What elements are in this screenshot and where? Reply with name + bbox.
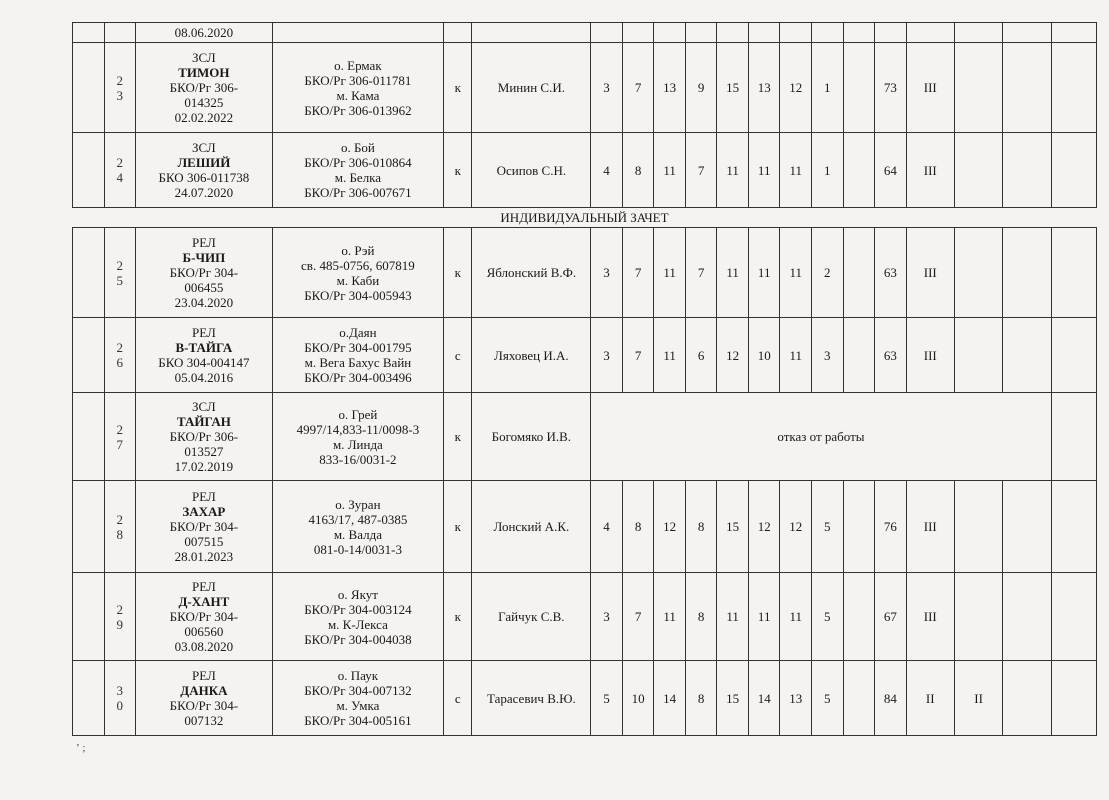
dog-info bbox=[136, 481, 273, 573]
parents-info bbox=[272, 43, 443, 133]
dog-info-line: 28.01.2023 bbox=[174, 549, 234, 564]
section-row bbox=[73, 208, 1097, 228]
parent-line: 4163/17, 487-0385 bbox=[308, 511, 408, 527]
dog-info-line: БКО/Рг 304- bbox=[169, 519, 239, 534]
score-cell: 11 bbox=[748, 573, 780, 661]
table-body-team bbox=[73, 43, 1097, 208]
score-cell: 15 bbox=[717, 661, 749, 736]
row-number-digit: 3 bbox=[116, 87, 124, 103]
score-cell bbox=[1051, 661, 1096, 736]
parent-line: о. Ермак bbox=[334, 57, 382, 73]
type-cell: к bbox=[444, 133, 472, 208]
score-cell: 3 bbox=[591, 43, 623, 133]
dog-info-line: БКО/Рг 304- bbox=[169, 609, 239, 624]
score-cell: 8 bbox=[685, 661, 717, 736]
dog-info-line: 007132 bbox=[184, 713, 224, 728]
score-cell: 63 bbox=[875, 318, 907, 393]
dog-name: ТИМОН bbox=[178, 65, 230, 80]
score-cell: 12 bbox=[748, 481, 780, 573]
table-row bbox=[73, 318, 1097, 393]
spacer-cell bbox=[73, 661, 105, 736]
dog-name: Б-ЧИП bbox=[182, 250, 226, 265]
score-cell: 1 bbox=[811, 133, 843, 208]
dog-info bbox=[136, 393, 273, 481]
parent-line: о. Грей bbox=[338, 406, 378, 422]
score-cell: 11 bbox=[717, 228, 749, 318]
dog-name: ЛЕШИЙ bbox=[177, 155, 231, 170]
parent-line: БКО/Рг 304-005943 bbox=[304, 287, 412, 303]
score-cell bbox=[1003, 133, 1051, 208]
dog-info bbox=[136, 661, 273, 736]
score-cell: 64 bbox=[875, 133, 907, 208]
dog-name: ТАЙГАН bbox=[176, 414, 231, 429]
row-number-digit: 2 bbox=[116, 155, 124, 170]
table-row bbox=[73, 393, 1097, 481]
score-cell: 11 bbox=[654, 228, 686, 318]
score-cell bbox=[1003, 661, 1051, 736]
score-cell: III bbox=[906, 573, 954, 661]
section-title: ИНДИВИДУАЛЬНЫЙ ЗАЧЕТ bbox=[73, 208, 1097, 228]
parents-info bbox=[272, 393, 443, 481]
score-cell bbox=[954, 481, 1002, 573]
type-cell: к bbox=[444, 573, 472, 661]
score-cell bbox=[954, 133, 1002, 208]
table-row bbox=[73, 228, 1097, 318]
parent-line: м. Кама bbox=[336, 87, 380, 103]
parent-line: м. Линда bbox=[332, 436, 383, 452]
score-cell: 3 bbox=[591, 318, 623, 393]
owner-name: Ляховец И.А. bbox=[472, 318, 591, 393]
score-cell bbox=[954, 43, 1002, 133]
dog-info-line: БКО/Рг 304- bbox=[169, 265, 239, 280]
score-cell: 7 bbox=[622, 573, 654, 661]
parent-line: БКО/Рг 304-005161 bbox=[304, 713, 412, 728]
parent-line: БКО/Рг 304-004038 bbox=[304, 631, 412, 647]
footer-mark: ʼ ; bbox=[76, 742, 86, 754]
parents-info bbox=[272, 133, 443, 208]
type-cell: с bbox=[444, 661, 472, 736]
score-cell: 5 bbox=[591, 661, 623, 736]
owner-name: Тарасевич В.Ю. bbox=[472, 661, 591, 736]
score-cell bbox=[954, 318, 1002, 393]
score-cell: III bbox=[906, 481, 954, 573]
score-cell: 12 bbox=[780, 481, 812, 573]
score-cell bbox=[843, 318, 875, 393]
score-cell: 84 bbox=[875, 661, 907, 736]
score-cell bbox=[1051, 133, 1096, 208]
results-table bbox=[72, 22, 1097, 736]
score-cell bbox=[843, 573, 875, 661]
score-cell: 9 bbox=[685, 43, 717, 133]
dog-info-line: 006560 bbox=[184, 624, 224, 639]
score-cell: 12 bbox=[717, 318, 749, 393]
score-cell: III bbox=[906, 43, 954, 133]
score-cell bbox=[1051, 43, 1096, 133]
parent-line: 4997/14,833-11/0098-3 bbox=[296, 421, 420, 437]
table-body-individual bbox=[73, 228, 1097, 736]
dog-name: ДАНКА bbox=[180, 683, 228, 698]
table-row bbox=[73, 481, 1097, 573]
dog-info-line: 17.02.2019 bbox=[174, 459, 234, 474]
parent-line: БКО/Рг 306-007671 bbox=[304, 185, 412, 200]
dog-info-line: БКО 304-004147 bbox=[158, 355, 250, 370]
row-number-digit: 0 bbox=[116, 698, 124, 713]
dog-info bbox=[136, 318, 273, 393]
score-cell: 11 bbox=[654, 573, 686, 661]
row-number-digit: 2 bbox=[116, 511, 124, 527]
score-cell: 63 bbox=[875, 228, 907, 318]
parent-line: БКО/Рг 304-003124 bbox=[304, 601, 412, 617]
score-cell bbox=[1003, 43, 1051, 133]
dog-info-line: РЕЛ bbox=[191, 668, 216, 683]
spacer-cell bbox=[73, 43, 105, 133]
score-cell: 15 bbox=[717, 481, 749, 573]
score-cell bbox=[954, 573, 1002, 661]
score-cell: 7 bbox=[685, 133, 717, 208]
score-cell bbox=[843, 228, 875, 318]
score-cell: 6 bbox=[685, 318, 717, 393]
dog-info-line: РЕЛ bbox=[191, 489, 216, 504]
table-body bbox=[73, 23, 1097, 43]
parent-line: БКО/Рг 306-011781 bbox=[304, 72, 412, 88]
parents-info bbox=[272, 481, 443, 573]
spacer-cell bbox=[73, 481, 105, 573]
table-row bbox=[73, 661, 1097, 736]
dog-info-line: ЗСЛ bbox=[192, 399, 216, 414]
dog-info-line: БКО/Рг 306- bbox=[169, 80, 239, 95]
score-cell: 11 bbox=[780, 133, 812, 208]
dog-info-line: 05.04.2016 bbox=[174, 370, 234, 385]
score-cell bbox=[1003, 573, 1051, 661]
score-cell: 10 bbox=[622, 661, 654, 736]
score-cell: 5 bbox=[811, 661, 843, 736]
score-cell bbox=[1051, 481, 1096, 573]
score-cell: 11 bbox=[748, 228, 780, 318]
dog-info-line: 007515 bbox=[184, 534, 224, 549]
score-cell: 11 bbox=[717, 573, 749, 661]
parents-info bbox=[272, 661, 443, 736]
parent-line: о. Бой bbox=[340, 140, 375, 155]
parent-line: м. К-Лекса bbox=[327, 616, 388, 632]
dog-info-line: РЕЛ bbox=[191, 325, 216, 340]
row-number bbox=[104, 481, 136, 573]
score-cell: 5 bbox=[811, 573, 843, 661]
parent-line: БКО/Рг 306-013962 bbox=[304, 102, 412, 118]
score-cell: 11 bbox=[748, 133, 780, 208]
parents-info bbox=[272, 573, 443, 661]
dog-info-line: 03.08.2020 bbox=[174, 639, 234, 654]
dog-info-line: ЗСЛ bbox=[192, 140, 216, 155]
type-cell: с bbox=[444, 318, 472, 393]
table-row bbox=[73, 43, 1097, 133]
score-cell: 14 bbox=[654, 661, 686, 736]
owner-name: Яблонский В.Ф. bbox=[472, 228, 591, 318]
score-cell: 7 bbox=[622, 228, 654, 318]
row-number-digit: 2 bbox=[116, 601, 124, 617]
score-cell bbox=[843, 43, 875, 133]
spacer-cell bbox=[73, 228, 105, 318]
dog-info-line: ЗСЛ bbox=[192, 50, 216, 65]
score-cell: 73 bbox=[875, 43, 907, 133]
score-cell: 11 bbox=[780, 573, 812, 661]
row-number-digit: 7 bbox=[116, 436, 124, 452]
spacer-cell bbox=[73, 573, 105, 661]
parent-line: 833-16/0031-2 bbox=[319, 451, 397, 467]
dog-info-line: 02.02.2022 bbox=[174, 110, 234, 125]
score-cell: 3 bbox=[591, 573, 623, 661]
score-cell: 3 bbox=[591, 228, 623, 318]
score-cell: 11 bbox=[780, 318, 812, 393]
score-cell: 4 bbox=[591, 481, 623, 573]
row-number bbox=[104, 228, 136, 318]
score-cell: 4 bbox=[591, 133, 623, 208]
parent-line: св. 485-0756, 607819 bbox=[301, 257, 415, 273]
row-number bbox=[104, 318, 136, 393]
dog-name: ЗАХАР bbox=[182, 504, 226, 519]
score-cell bbox=[1003, 481, 1051, 573]
row-number-digit: 4 bbox=[116, 170, 124, 185]
score-cell: 11 bbox=[654, 133, 686, 208]
score-cell: 1 bbox=[811, 43, 843, 133]
score-cell bbox=[1051, 573, 1096, 661]
parent-line: м. Каби bbox=[336, 272, 380, 288]
score-cell bbox=[954, 228, 1002, 318]
row-number-digit: 9 bbox=[116, 616, 124, 632]
score-cell: 8 bbox=[622, 133, 654, 208]
score-cell: 11 bbox=[780, 228, 812, 318]
score-cell: 14 bbox=[748, 661, 780, 736]
dog-birthdate: 08.06.2020 bbox=[136, 23, 273, 43]
row-number bbox=[104, 573, 136, 661]
score-cell: 8 bbox=[685, 481, 717, 573]
score-cell: 7 bbox=[685, 228, 717, 318]
refusal-note: отказ от работы bbox=[591, 393, 1051, 481]
table-row bbox=[73, 133, 1097, 208]
owner-name: Осипов С.Н. bbox=[472, 133, 591, 208]
dog-name: В-ТАЙГА bbox=[175, 340, 233, 355]
score-cell: 76 bbox=[875, 481, 907, 573]
parent-line: 081-0-14/0031-3 bbox=[313, 541, 402, 557]
dog-info-line: БКО/Рг 304- bbox=[169, 698, 239, 713]
dog-info bbox=[136, 573, 273, 661]
owner-name: Минин С.И. bbox=[472, 43, 591, 133]
row-number-digit: 2 bbox=[116, 72, 124, 88]
owner-name: Богомяко И.В. bbox=[472, 393, 591, 481]
dog-info-line: 013527 bbox=[184, 444, 224, 459]
dog-info-line: БКО 306-011738 bbox=[158, 170, 250, 185]
empty-cell bbox=[1051, 393, 1096, 481]
dog-info-line: РЕЛ bbox=[191, 579, 216, 594]
parent-line: БКО/Рг 304-001795 bbox=[304, 340, 412, 355]
score-cell: 12 bbox=[780, 43, 812, 133]
dog-info-line: БКО/Рг 306- bbox=[169, 429, 239, 444]
dog-info-line: 24.07.2020 bbox=[174, 185, 234, 200]
score-cell bbox=[1051, 228, 1096, 318]
parent-line: БКО/Рг 304-003496 bbox=[304, 370, 412, 385]
parent-line: о. Рэй bbox=[341, 242, 375, 258]
type-cell: к bbox=[444, 43, 472, 133]
score-cell: 11 bbox=[654, 318, 686, 393]
score-cell: 7 bbox=[622, 43, 654, 133]
table-row bbox=[73, 573, 1097, 661]
score-cell bbox=[843, 661, 875, 736]
dog-info-line: 014325 bbox=[184, 95, 224, 110]
dog-info-line: РЕЛ bbox=[191, 235, 216, 250]
score-cell: 67 bbox=[875, 573, 907, 661]
score-cell: 5 bbox=[811, 481, 843, 573]
score-cell: III bbox=[906, 133, 954, 208]
score-cell: III bbox=[906, 228, 954, 318]
score-cell: 15 bbox=[717, 43, 749, 133]
parent-line: м. Белка bbox=[334, 170, 382, 185]
row-number bbox=[104, 133, 136, 208]
score-cell bbox=[1051, 318, 1096, 393]
score-cell: 11 bbox=[717, 133, 749, 208]
row-number-digit: 8 bbox=[116, 526, 124, 542]
score-cell: 13 bbox=[748, 43, 780, 133]
dog-info bbox=[136, 43, 273, 133]
spacer-cell bbox=[73, 318, 105, 393]
parent-line: БКО/Рг 304-007132 bbox=[304, 683, 412, 698]
row-number-digit: 2 bbox=[116, 257, 124, 273]
row-number-digit: 2 bbox=[116, 340, 124, 355]
score-cell: II bbox=[906, 661, 954, 736]
score-cell: 13 bbox=[654, 43, 686, 133]
owner-name: Гайчук С.В. bbox=[472, 573, 591, 661]
row-number-digit: 3 bbox=[116, 683, 124, 698]
score-cell: 10 bbox=[748, 318, 780, 393]
section-header bbox=[73, 208, 1097, 228]
score-cell: 2 bbox=[811, 228, 843, 318]
row-number-digit: 6 bbox=[116, 355, 124, 370]
parent-line: о.Даян bbox=[339, 325, 377, 340]
owner-name: Лонский А.К. bbox=[472, 481, 591, 573]
score-cell bbox=[843, 481, 875, 573]
row-number bbox=[104, 393, 136, 481]
table-row bbox=[73, 23, 1097, 43]
row-number-digit: 2 bbox=[116, 421, 124, 437]
type-cell: к bbox=[444, 393, 472, 481]
dog-info bbox=[136, 133, 273, 208]
row-number bbox=[104, 43, 136, 133]
score-cell: II bbox=[954, 661, 1002, 736]
parent-line: м. Валда bbox=[333, 526, 382, 542]
parents-info bbox=[272, 228, 443, 318]
parent-line: м. Умка bbox=[336, 698, 380, 713]
parent-line: о. Якут bbox=[337, 586, 378, 602]
parent-line: о. Паук bbox=[337, 668, 379, 683]
score-cell: 12 bbox=[654, 481, 686, 573]
score-cell: 13 bbox=[780, 661, 812, 736]
parent-line: БКО/Рг 306-010864 bbox=[304, 155, 412, 170]
score-cell bbox=[1003, 228, 1051, 318]
type-cell: к bbox=[444, 228, 472, 318]
row-number bbox=[104, 661, 136, 736]
score-cell: III bbox=[906, 318, 954, 393]
parent-line: о. Зуран bbox=[335, 496, 381, 512]
type-cell: к bbox=[444, 481, 472, 573]
score-cell bbox=[1003, 318, 1051, 393]
score-cell: 8 bbox=[685, 573, 717, 661]
score-cell bbox=[843, 133, 875, 208]
dog-info-line: 006455 bbox=[184, 280, 224, 295]
spacer-cell bbox=[73, 133, 105, 208]
parents-info bbox=[272, 318, 443, 393]
spacer-cell bbox=[73, 393, 105, 481]
score-cell: 7 bbox=[622, 318, 654, 393]
dog-info-line: 23.04.2020 bbox=[174, 295, 234, 310]
dog-name: Д-ХАНТ bbox=[178, 594, 230, 609]
score-cell: 3 bbox=[811, 318, 843, 393]
dog-info bbox=[136, 228, 273, 318]
parent-line: м. Вега Бахус Вайн bbox=[304, 355, 412, 370]
score-cell: 8 bbox=[622, 481, 654, 573]
row-number-digit: 5 bbox=[116, 272, 124, 288]
